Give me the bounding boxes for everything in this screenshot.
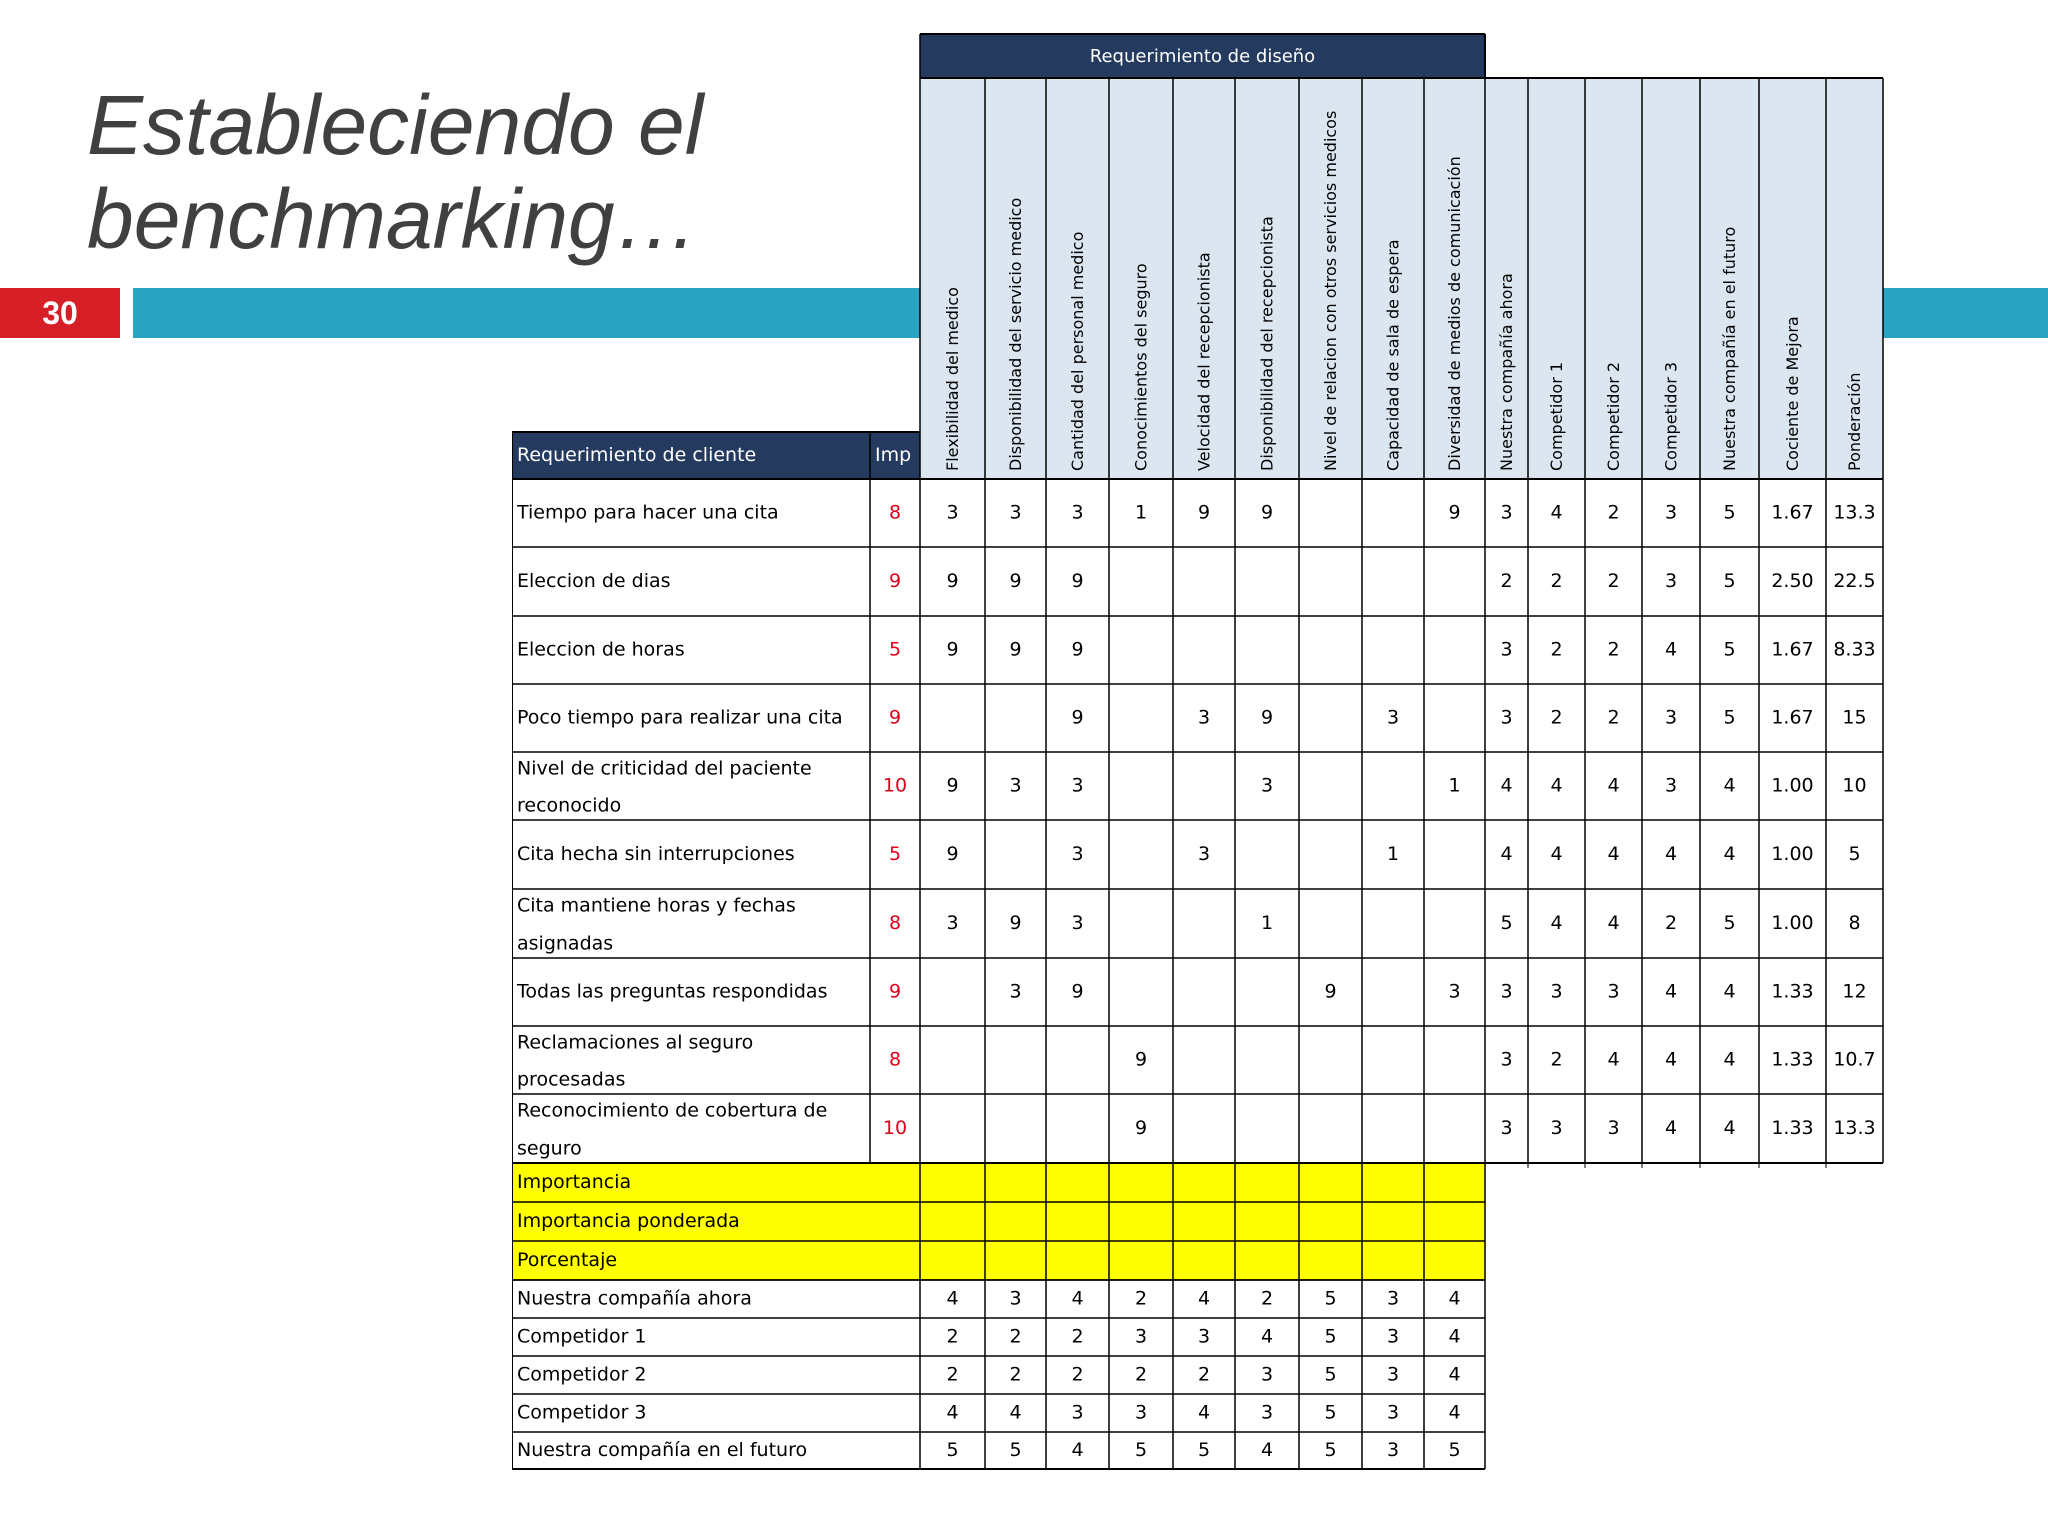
benchmark-value: 3	[1664, 774, 1678, 797]
column-header: Disponibilidad del servicio medico	[1006, 197, 1025, 471]
benchmark-value: 4	[1664, 980, 1678, 1003]
bottom-row-label: Competidor 1	[517, 1325, 647, 1348]
relationship-value: 9	[946, 774, 959, 797]
bottom-row-value: 2	[1134, 1363, 1148, 1386]
benchmark-value: 4	[1607, 843, 1620, 865]
design-header: Requerimiento de diseño	[1089, 46, 1316, 67]
benchmark-value: 3	[1607, 980, 1620, 1003]
benchmark-value: 3	[1500, 501, 1513, 524]
customer-requirement: Nivel de criticidad del paciente	[517, 757, 812, 780]
benchmark-value: 2.50	[1771, 570, 1814, 592]
column-header: Cociente de Mejora	[1783, 316, 1802, 471]
benchmark-value: 4	[1723, 980, 1736, 1003]
bottom-row-value: 2	[1197, 1363, 1211, 1386]
column-header: Nivel de relacion con otros servicios medicos	[1321, 110, 1340, 471]
bottom-row-value: 2	[946, 1363, 959, 1386]
bottom-row-value: 5	[1324, 1363, 1337, 1386]
benchmark-value: 5	[1723, 912, 1736, 934]
bottom-row-value: 3	[1071, 1401, 1084, 1424]
benchmark-value: 22.5	[1833, 570, 1876, 592]
qfd-matrix	[512, 32, 1887, 1473]
bottom-row-value: 4	[946, 1287, 959, 1310]
benchmark-value: 5	[1723, 638, 1736, 661]
relationship-value: 3	[1197, 706, 1211, 729]
benchmark-value: 1.00	[1771, 843, 1814, 865]
relationship-value: 9	[1071, 706, 1084, 729]
benchmark-value: 4	[1500, 843, 1513, 865]
column-header: Competidor 2	[1604, 361, 1623, 471]
relationship-value: 1	[1448, 774, 1461, 797]
customer-requirement: Eleccion de horas	[517, 638, 685, 661]
benchmark-value: 3	[1500, 980, 1513, 1003]
relationship-value: 9	[1009, 912, 1022, 934]
customer-requirement: Cita hecha sin interrupciones	[517, 843, 795, 865]
bottom-row-value: 3	[1260, 1363, 1274, 1386]
benchmark-value: 5	[1848, 843, 1861, 865]
importance-value: 10	[882, 774, 908, 797]
column-header: Conocimientos del seguro	[1131, 263, 1151, 471]
highlight-row-label: Porcentaje	[517, 1249, 618, 1271]
bottom-row-value: 2	[1009, 1363, 1022, 1386]
benchmark-value: 3	[1500, 638, 1513, 661]
bottom-row-value: 4	[946, 1401, 959, 1424]
relationship-value: 3	[1071, 843, 1084, 865]
benchmark-value: 2	[1607, 501, 1620, 524]
relationship-value: 9	[946, 570, 959, 592]
benchmark-value: 4	[1664, 843, 1678, 865]
bottom-row-value: 3	[1009, 1287, 1022, 1310]
bottom-row-value: 3	[1134, 1401, 1148, 1424]
relationship-value: 1	[1134, 501, 1148, 524]
benchmark-value: 3	[1664, 570, 1678, 592]
bottom-row-value: 4	[1071, 1439, 1084, 1461]
bottom-row-value: 4	[1448, 1401, 1461, 1424]
benchmark-value: 12	[1842, 980, 1867, 1003]
benchmark-value: 2	[1550, 706, 1563, 729]
bottom-row-value: 2	[1009, 1325, 1022, 1348]
relationship-value: 9	[1009, 638, 1022, 661]
relationship-value: 9	[1134, 1048, 1148, 1071]
benchmark-value: 5	[1723, 706, 1736, 729]
benchmark-value: 3	[1500, 1048, 1513, 1071]
customer-requirement: Tiempo para hacer una cita	[517, 501, 779, 524]
highlight-row-label: Importancia ponderada	[517, 1210, 740, 1232]
column-header: Flexibilidad del medico	[943, 287, 962, 471]
benchmark-value: 2	[1607, 570, 1620, 592]
bottom-row-value: 4	[1197, 1287, 1211, 1310]
benchmark-value: 1.00	[1771, 912, 1814, 934]
bottom-row-value: 3	[1386, 1439, 1400, 1461]
importance-value: 8	[888, 1048, 902, 1071]
bottom-row-value: 3	[1134, 1325, 1148, 1348]
benchmark-value: 1.67	[1771, 706, 1814, 729]
benchmark-value: 8.33	[1833, 638, 1876, 661]
customer-requirement: Poco tiempo para realizar una cita	[517, 706, 843, 729]
benchmark-value: 3	[1664, 706, 1678, 729]
bottom-row-value: 5	[1324, 1401, 1337, 1424]
qfd-matrix-svg	[512, 32, 1887, 1473]
relationship-value: 9	[1324, 980, 1337, 1003]
importance-value: 5	[888, 638, 902, 661]
benchmark-value: 2	[1607, 638, 1620, 661]
benchmark-value: 2	[1664, 912, 1678, 934]
benchmark-value: 3	[1500, 706, 1513, 729]
benchmark-value: 4	[1723, 1048, 1736, 1071]
relationship-value: 3	[1260, 774, 1274, 797]
column-header: Nuestra compañía en el futuro	[1720, 226, 1739, 471]
customer-requirement: Eleccion de dias	[517, 570, 671, 592]
benchmark-value: 3	[1607, 1117, 1620, 1139]
relationship-value: 9	[1134, 1117, 1148, 1139]
bottom-row-value: 2	[1071, 1363, 1084, 1386]
bottom-row-label: Competidor 2	[517, 1363, 647, 1386]
relationship-value: 9	[946, 843, 959, 865]
bottom-row-value: 5	[1197, 1439, 1211, 1461]
relationship-value: 9	[1071, 638, 1084, 661]
importance-value: 9	[888, 706, 902, 729]
column-header: Competidor 3	[1661, 361, 1681, 471]
bottom-row-label: Competidor 3	[517, 1401, 647, 1424]
importance-value: 10	[882, 1117, 908, 1139]
bottom-row-value: 5	[1324, 1439, 1337, 1461]
bottom-row-value: 3	[1386, 1325, 1400, 1348]
benchmark-value: 2	[1550, 638, 1563, 661]
relationship-value: 3	[1386, 706, 1400, 729]
relationship-value: 9	[1197, 501, 1211, 524]
customer-header: Requerimiento de cliente	[517, 444, 757, 466]
bottom-row-value: 4	[1448, 1325, 1461, 1348]
benchmark-value: 1.67	[1771, 638, 1814, 661]
bottom-row-value: 3	[1386, 1401, 1400, 1424]
benchmark-value: 1.33	[1771, 980, 1814, 1003]
benchmark-value: 10	[1842, 774, 1867, 797]
relationship-value: 9	[1448, 501, 1461, 524]
bottom-row-value: 4	[1197, 1401, 1211, 1424]
relationship-value: 9	[1260, 706, 1274, 729]
customer-requirement: Reconocimiento de cobertura de	[517, 1099, 828, 1122]
bottom-row-value: 4	[1448, 1363, 1461, 1386]
benchmark-value: 13.3	[1833, 1117, 1876, 1139]
bottom-row-value: 4	[1260, 1325, 1274, 1348]
importance-value: 9	[888, 570, 902, 592]
relationship-value: 9	[1071, 570, 1084, 592]
benchmark-value: 1.33	[1771, 1048, 1814, 1071]
column-header: Velocidad del recepcionista	[1194, 252, 1214, 471]
bottom-row-value: 5	[1448, 1439, 1461, 1461]
benchmark-value: 1.67	[1771, 501, 1814, 524]
benchmark-value: 2	[1550, 570, 1563, 592]
benchmark-value: 4	[1723, 774, 1736, 797]
benchmark-value: 5	[1723, 501, 1736, 524]
benchmark-value: 4	[1723, 843, 1736, 865]
bottom-row-value: 3	[1386, 1363, 1400, 1386]
bottom-row-value: 5	[1134, 1439, 1148, 1461]
relationship-value: 3	[1009, 501, 1022, 524]
relationship-value: 9	[946, 638, 959, 661]
column-header: Capacidad de sala de espera	[1383, 239, 1403, 471]
relationship-value: 3	[946, 912, 959, 934]
importance-value: 5	[888, 843, 902, 865]
customer-requirement: asignadas	[517, 932, 614, 955]
bottom-row-value: 3	[1197, 1325, 1211, 1348]
benchmark-value: 3	[1550, 980, 1563, 1003]
benchmark-value: 4	[1664, 1048, 1678, 1071]
relationship-value: 3	[1071, 912, 1084, 934]
benchmark-value: 3	[1550, 1117, 1563, 1139]
column-header: Diversidad de medios de comunicación	[1445, 156, 1464, 471]
customer-requirement: seguro	[517, 1137, 582, 1160]
relationship-value: 1	[1260, 912, 1274, 934]
column-header: Nuestra compañía ahora	[1497, 273, 1516, 471]
relationship-value: 3	[1071, 774, 1084, 797]
bottom-row-value: 5	[946, 1439, 959, 1461]
bottom-row-value: 4	[1260, 1439, 1274, 1461]
benchmark-value: 5	[1500, 912, 1513, 934]
benchmark-value: 2	[1500, 570, 1513, 592]
benchmark-value: 1.00	[1771, 774, 1814, 797]
benchmark-value: 13.3	[1833, 501, 1876, 524]
benchmark-value: 4	[1550, 843, 1563, 865]
benchmark-value: 3	[1664, 501, 1678, 524]
column-header: Cantidad del personal medico	[1068, 231, 1087, 471]
relationship-value: 3	[1448, 980, 1461, 1003]
relationship-value: 9	[1260, 501, 1274, 524]
customer-requirement: procesadas	[517, 1068, 626, 1091]
customer-requirement: Reclamaciones al seguro	[517, 1031, 754, 1054]
benchmark-value: 2	[1550, 1048, 1563, 1071]
bottom-row-value: 2	[1260, 1287, 1274, 1310]
column-header: Disponibilidad del recepcionista	[1257, 216, 1277, 471]
benchmark-value: 4	[1550, 912, 1563, 934]
importance-value: 9	[888, 980, 902, 1003]
importance-value: 8	[888, 501, 902, 524]
relationship-value: 3	[1009, 980, 1022, 1003]
relationship-value: 3	[1197, 843, 1211, 865]
bottom-row-value: 4	[1009, 1401, 1022, 1424]
title-line-2: benchmarking…	[87, 172, 699, 266]
benchmark-value: 10.7	[1833, 1048, 1876, 1071]
relationship-value: 3	[1009, 774, 1022, 797]
benchmark-value: 4	[1607, 1048, 1620, 1071]
highlight-row-label: Importancia	[517, 1171, 632, 1193]
bottom-row-value: 4	[1071, 1287, 1084, 1310]
importance-header: Imp	[875, 444, 912, 466]
benchmark-value: 8	[1848, 912, 1861, 934]
bottom-row-label: Nuestra compañía ahora	[517, 1287, 752, 1310]
benchmark-value: 4	[1500, 774, 1513, 797]
benchmark-value: 4	[1550, 501, 1563, 524]
column-header: Ponderación	[1845, 372, 1864, 471]
bottom-row-value: 2	[1134, 1287, 1148, 1310]
benchmark-value: 15	[1842, 706, 1867, 729]
bottom-row-value: 5	[1009, 1439, 1022, 1461]
benchmark-value: 4	[1607, 912, 1620, 934]
bottom-row-label: Nuestra compañía en el futuro	[517, 1439, 808, 1461]
bottom-row-value: 5	[1324, 1325, 1337, 1348]
column-header: Competidor 1	[1547, 361, 1566, 471]
benchmark-value: 4	[1550, 774, 1563, 797]
bottom-row-value: 3	[1386, 1287, 1400, 1310]
slide-number: 30	[0, 288, 120, 338]
relationship-value: 1	[1386, 843, 1400, 865]
customer-requirement: reconocido	[517, 794, 622, 817]
bottom-row-value: 2	[1071, 1325, 1084, 1348]
bottom-row-value: 3	[1260, 1401, 1274, 1424]
bottom-row-value: 2	[946, 1325, 959, 1348]
bottom-row-value: 4	[1448, 1287, 1461, 1310]
benchmark-value: 4	[1664, 1117, 1678, 1139]
relationship-value: 3	[1071, 501, 1084, 524]
customer-requirement: Cita mantiene horas y fechas	[517, 894, 796, 917]
title-line-1: Estableciendo el	[87, 78, 704, 172]
relationship-value: 9	[1071, 980, 1084, 1003]
benchmark-value: 5	[1723, 570, 1736, 592]
benchmark-value: 4	[1664, 638, 1678, 661]
benchmark-value: 1.33	[1771, 1117, 1814, 1139]
bottom-row-value: 5	[1324, 1287, 1337, 1310]
relationship-value: 3	[946, 501, 959, 524]
benchmark-value: 4	[1723, 1117, 1736, 1139]
benchmark-value: 2	[1607, 706, 1620, 729]
benchmark-value: 4	[1607, 774, 1620, 797]
benchmark-value: 3	[1500, 1117, 1513, 1139]
customer-requirement: Todas las preguntas respondidas	[517, 980, 828, 1003]
relationship-value: 9	[1009, 570, 1022, 592]
importance-value: 8	[888, 912, 902, 934]
